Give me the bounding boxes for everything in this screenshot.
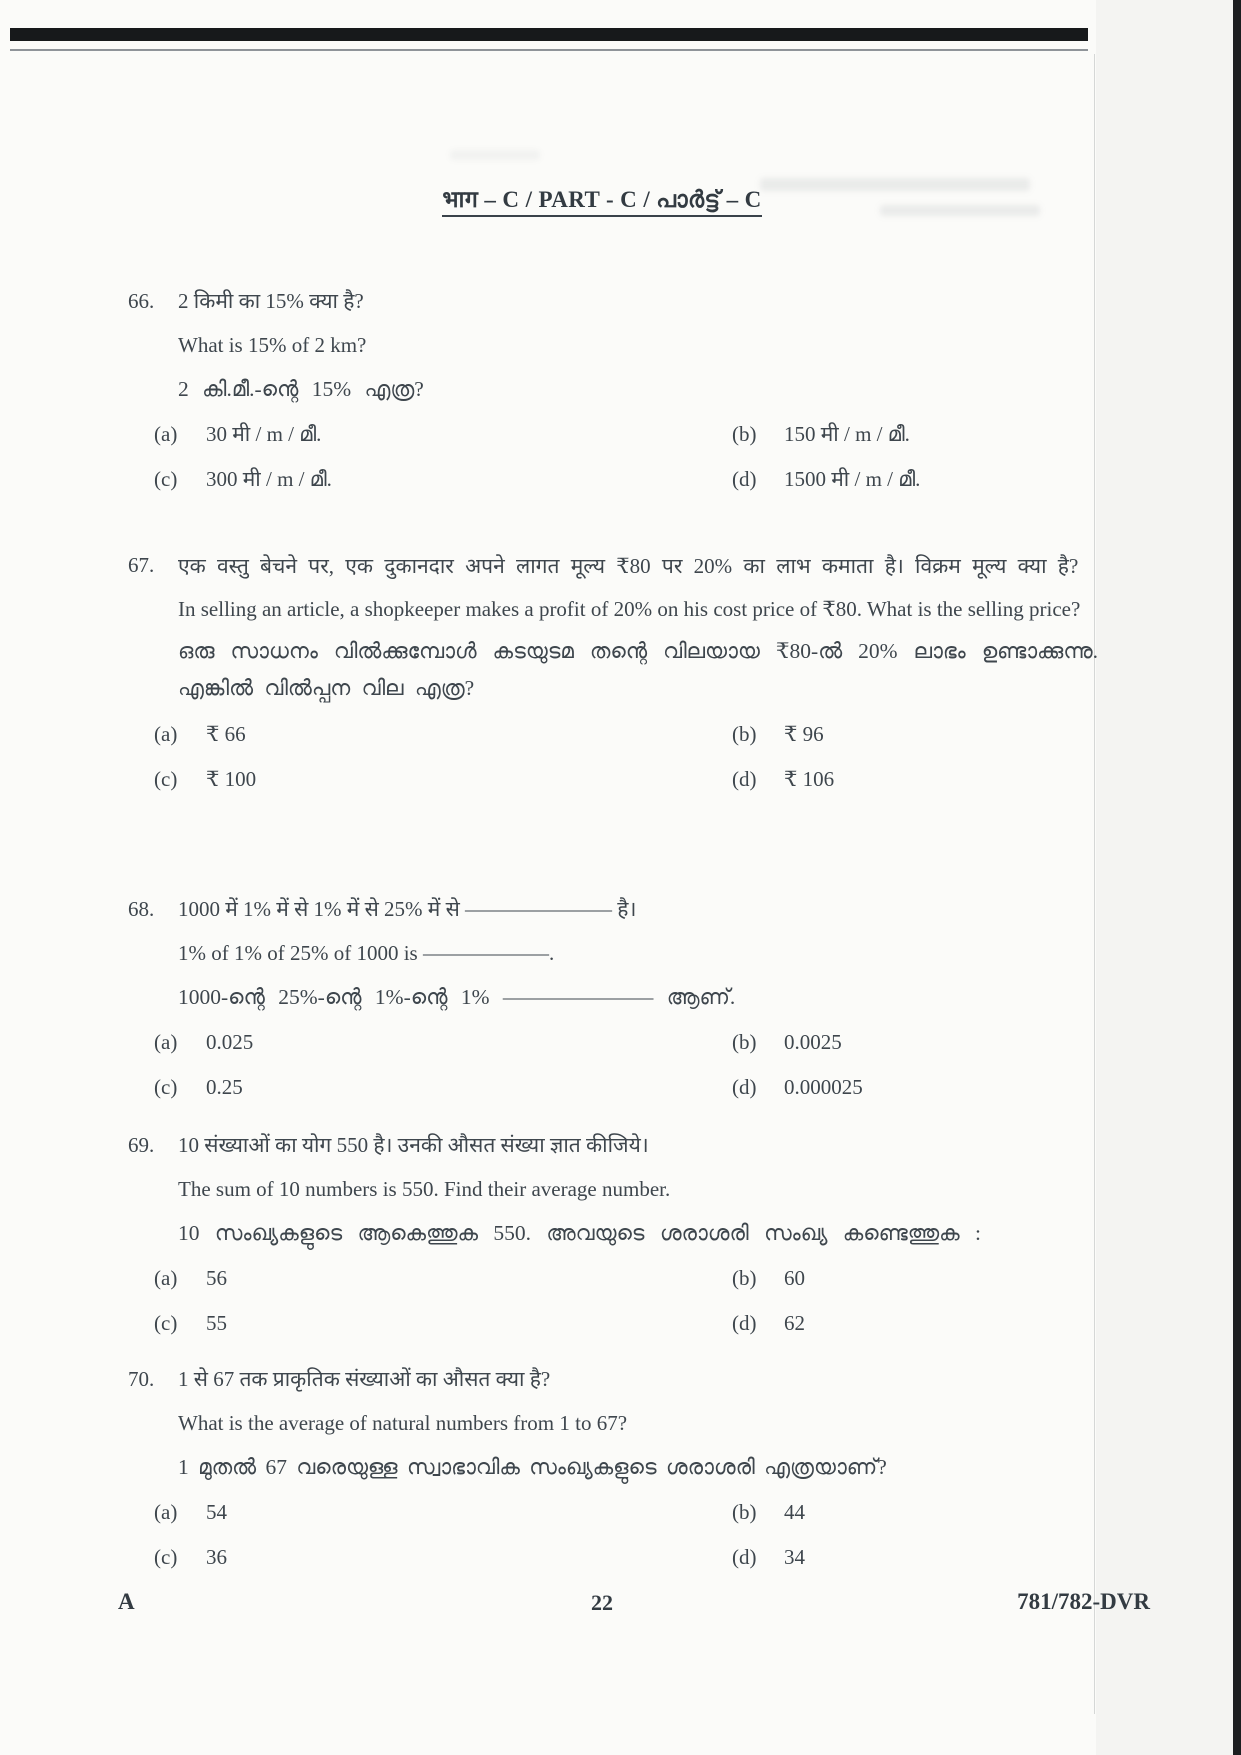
question-body [154,1128,1098,1353]
option-label: (d) [732,767,757,791]
scan-artifact [450,150,540,160]
question-text-hindi: 1000 में 1% में से 1% में से 25% में से ——————— है। [178,897,637,921]
option-value: 30 मी / m / മീ. [206,422,322,446]
option-value: ₹ 100 [206,767,257,791]
option-value: 55 [206,1311,227,1335]
option-label: (c) [154,467,178,491]
section-title-text: भाग – C / PART - C / പാർട്ട് – C [442,187,761,217]
option-label: (a) [154,1266,178,1290]
option-b [732,1497,1098,1527]
option-value: 62 [784,1311,805,1335]
option-label: (d) [732,1545,757,1569]
option-d [732,764,1098,794]
question-body [154,284,1098,509]
option-value: 0.25 [206,1075,243,1099]
option-value: 44 [784,1500,805,1524]
question-body [154,548,1098,809]
question-text-malayalam: 2 കി.മീ.-ന്റെ 15% എത്ര? [178,377,424,401]
option-label: (a) [154,1500,178,1524]
option-b [732,719,1098,749]
question-text-english: What is the average of natural numbers from 1 to 67? [178,1411,628,1435]
option-label: (d) [732,1075,757,1099]
question-number: 67. [128,553,155,577]
question-text-hindi: 2 किमी का 15% क्या है? [178,289,364,313]
question-69 [128,1128,1113,1353]
question-number: 69. [128,1133,155,1157]
option-label: (b) [732,1266,757,1290]
option-label: (d) [732,1311,757,1335]
option-d [732,1542,1098,1572]
question-70 [128,1362,1113,1587]
option-value: ₹ 106 [784,767,835,791]
option-label: (a) [154,1030,178,1054]
option-value: 0.025 [206,1030,254,1054]
option-b [732,1027,1098,1057]
question-text-malayalam: 1000-ന്റെ 25%-ന്റെ 1%-ന്റെ 1% ——————— ആണ്. [178,985,736,1009]
question-67 [128,548,1113,809]
question-text-english: In selling an article, a shopkeeper makes a profit of 20% on his cost price of ₹80. What is the selling price? [178,597,1081,621]
option-c [154,764,732,794]
question-number: 70. [128,1367,155,1391]
option-d [732,1072,1098,1102]
question-68 [128,892,1113,1117]
question-text-hindi: एक वस्तु बेचने पर, एक दुकानदार अपने लागत मूल्य ₹80 पर 20% का लाभ कमाता है। विक्रम मूल्य क्या है? [178,554,1079,578]
question-text-malayalam: 1 മുതൽ 67 വരെയുള്ള സ്വാഭാവിക സംഖ്യകളുടെ ശരാശരി എത്രയാണ്? [178,1455,887,1479]
option-a [154,1497,732,1527]
question-text-english: What is 15% of 2 km? [178,333,367,357]
option-label: (c) [154,1075,178,1099]
option-value: ₹ 66 [206,722,246,746]
option-value: 36 [206,1545,227,1569]
option-label: (b) [732,422,757,446]
option-label: (c) [154,1311,178,1335]
question-number: 66. [128,289,155,313]
question-text-english: 1% of 1% of 25% of 1000 is ——————. [178,941,555,965]
question-text-english: The sum of 10 numbers is 550. Find their average number. [178,1177,671,1201]
scan-book-spine [1233,0,1241,1755]
option-label: (c) [154,1545,178,1569]
option-a [154,1263,732,1293]
options-grid [154,419,1098,509]
option-a [154,719,732,749]
question-text-hindi: 1 से 67 तक प्राकृतिक संख्याओं का औसत क्या है? [178,1367,551,1391]
section-title [112,182,1092,214]
options-grid [154,1497,1098,1587]
option-c [154,1542,732,1572]
option-value: 1500 मी / m / മീ. [784,467,921,491]
question-text-malayalam: ഒരു സാധനം വിൽക്കുമ്പോൾ കടയുടമ തന്റെ വിലയായ ₹80-ൽ 20% ലാഭം ഉണ്ടാക്കുന്നു. എങ്കിൽ വിൽപ്പന വില എത്ര? [178,639,1098,700]
option-label: (a) [154,722,178,746]
option-value: ₹ 96 [784,722,824,746]
option-c [154,1308,732,1338]
option-value: 54 [206,1500,227,1524]
paper-code: 781/782-DVR [1017,1589,1150,1614]
option-b [732,1263,1098,1293]
option-a [154,1027,732,1057]
option-label: (a) [154,422,178,446]
top-rule-thin [10,49,1088,51]
option-label: (b) [732,722,757,746]
question-body [154,892,1098,1117]
option-label: (d) [732,467,757,491]
option-label: (c) [154,767,178,791]
option-c [154,464,732,494]
option-b [732,419,1098,449]
question-number: 68. [128,897,155,921]
option-label: (b) [732,1030,757,1054]
option-d [732,464,1098,494]
options-grid [154,1263,1098,1353]
option-value: 0.0025 [784,1030,842,1054]
question-text-hindi: 10 संख्याओं का योग 550 है। उनकी औसत संख्या ज्ञात कीजिये। [178,1133,649,1157]
option-value: 60 [784,1266,805,1290]
booklet-series: A [118,1589,135,1614]
options-grid [154,719,1098,809]
option-value: 56 [206,1266,227,1290]
option-a [154,419,732,449]
scan-edge-tint [1096,0,1233,1755]
option-d [732,1308,1098,1338]
option-c [154,1072,732,1102]
question-body [154,1362,1098,1587]
option-value: 300 मी / m / മീ. [206,467,332,491]
option-value: 0.000025 [784,1075,863,1099]
top-rule-thick [10,28,1088,41]
question-text-malayalam: 10 സംഖ്യകളുടെ ആകെത്തുക 550. അവയുടെ ശരാശരി സംഖ്യ കണ്ടെത്തുക : [178,1221,982,1245]
option-value: 150 मी / m / മീ. [784,422,910,446]
option-value: 34 [784,1545,805,1569]
option-label: (b) [732,1500,757,1524]
question-66 [128,284,1113,509]
page-number: 22 [591,1590,613,1615]
options-grid [154,1027,1098,1117]
